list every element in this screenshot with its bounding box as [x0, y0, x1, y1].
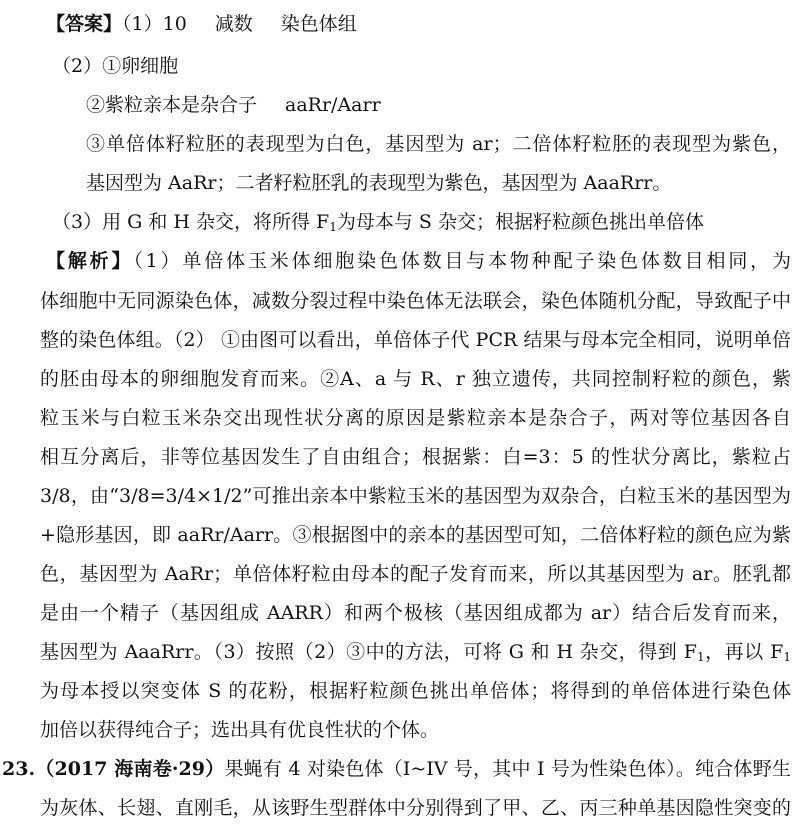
- analysis-line-7: [40, 484, 791, 508]
- analysis-text-10: 是由一个精子（基因组成 AARR）和两个极核（基因组成都为 ar）结合后发育而来，: [40, 602, 791, 624]
- question-23-line-1: [2, 757, 791, 781]
- answer-part1-number: （1）10: [122, 13, 187, 35]
- answer-part3-pre: （3）用 G 和 H 杂交，将所得 F: [52, 211, 330, 233]
- question-23-line-2: [40, 796, 791, 820]
- question-source: （2017 海南卷·29）: [35, 758, 225, 780]
- analysis-text-13: 加倍以获得纯合子；选出具有优良性状的个体。: [40, 719, 440, 741]
- analysis-text-9: 色，基因型为 AaRr；单倍体籽粒由母本的配子发育而来，所以其基因型为 ar。胚乳都: [40, 563, 791, 585]
- answer-part2-egg-cell: （2）①卵细胞: [52, 55, 179, 77]
- analysis-text-7: 3/8，由“3/8=3/4×1/2”可推出亲本中紫粒玉米的基因型为双杂合，白粒玉米的基因型为: [40, 485, 791, 507]
- analysis-text-2: 体细胞中无同源染色体，减数分裂过程中染色体无法联会，染色体随机分配，导致配子中: [40, 290, 791, 312]
- analysis-line-3: [40, 328, 791, 352]
- answer-part1-chromosome-set: 染色体组: [280, 13, 357, 35]
- analysis-text-12: 为母本授以突变体 S 的花粉，根据籽粒颜色挑出单倍体；将得到的单倍体进行染色体: [40, 680, 791, 702]
- answer-line-4: [86, 132, 791, 156]
- analysis-line-6: [40, 445, 791, 469]
- analysis-line-11: [40, 640, 791, 664]
- answer-part1-meiosis: 减数: [214, 13, 253, 35]
- question-text-2: 为灰体、长翅、直刚毛，从该野生型群体中分别得到了甲、乙、丙三种单基因隐性突变的: [40, 797, 791, 819]
- analysis-line-1: [46, 249, 791, 273]
- answer-line-2: [52, 54, 801, 78]
- analysis-line-8: [40, 523, 791, 547]
- analysis-subscript-f1-b: 1: [783, 650, 791, 664]
- answer-part2-phenotype-b: 基因型为 AaRr；二者籽粒胚乳的表现型为紫色，基因型为 AaaRrr。: [86, 172, 672, 194]
- question-text-1: 果蝇有 4 对染色体（I~IV 号，其中 I 号为性染色体）。纯合体野生: [224, 758, 791, 780]
- analysis-text-5: 粒玉米与白粒玉米杂交出现性状分离的原因是紫粒亲本是杂合子，两对等位基因各自: [40, 407, 791, 429]
- analysis-text-8: +隐形基因，即 aaRr/Aarr。③根据图中的亲本的基因型可知，二倍体籽粒的颜色应为紫: [40, 524, 791, 546]
- analysis-line-4: [40, 367, 791, 391]
- analysis-text-11: 基因型为 AaaRrr。（3）按照（2）③中的方法，可将 G 和 H 杂交，得到 F: [40, 641, 697, 663]
- analysis-text-1: （1）单倍体玉米体细胞染色体数目与本物种配子染色体数目相同，为: [133, 250, 791, 272]
- analysis-text-11-post: ，再以 F: [704, 641, 784, 663]
- analysis-line-13: [40, 718, 801, 742]
- analysis-text-4: 的胚由母本的卵细胞发育而来。②A、a 与 R、r 独立遗传，共同控制籽粒的颜色，紫: [40, 368, 791, 390]
- question-number: 23.: [2, 758, 36, 780]
- analysis-line-5: [40, 406, 791, 430]
- analysis-line-2: [40, 289, 791, 313]
- answer-line-6: [52, 210, 801, 234]
- analysis-line-12: [40, 679, 791, 703]
- answer-line-1: [46, 12, 801, 36]
- answer-part2-genotype: aaRr/Aarr: [285, 94, 381, 116]
- answer-part3-subscript: 1: [329, 220, 337, 234]
- answer-line-5: [86, 171, 801, 195]
- analysis-tag: 【解析】: [46, 250, 134, 272]
- analysis-text-6: 相互分离后，非等位基因发生了自由组合；根据紫：白=3：5 的性状分离比，紫粒占: [40, 446, 791, 468]
- answer-part3-post: 为母本与 S 杂交；根据籽粒颜色挑出单倍体: [336, 211, 704, 233]
- analysis-subscript-f1-a: 1: [696, 650, 705, 664]
- analysis-line-10: [40, 601, 791, 625]
- answer-line-3: [86, 93, 801, 117]
- analysis-text-3: 整的染色体组。（2） ①由图可以看出，单倍体子代 PCR 结果与母本完全相同，说明单倍: [40, 329, 791, 351]
- analysis-line-9: [40, 562, 791, 586]
- answer-part2-heterozygous: ②紫粒亲本是杂合子: [86, 94, 258, 116]
- answer-part2-phenotype-a: ③单倍体籽粒胚的表现型为白色，基因型为 ar；二倍体籽粒胚的表现型为紫色，: [86, 133, 791, 155]
- answer-tag: 【答案】: [46, 13, 123, 35]
